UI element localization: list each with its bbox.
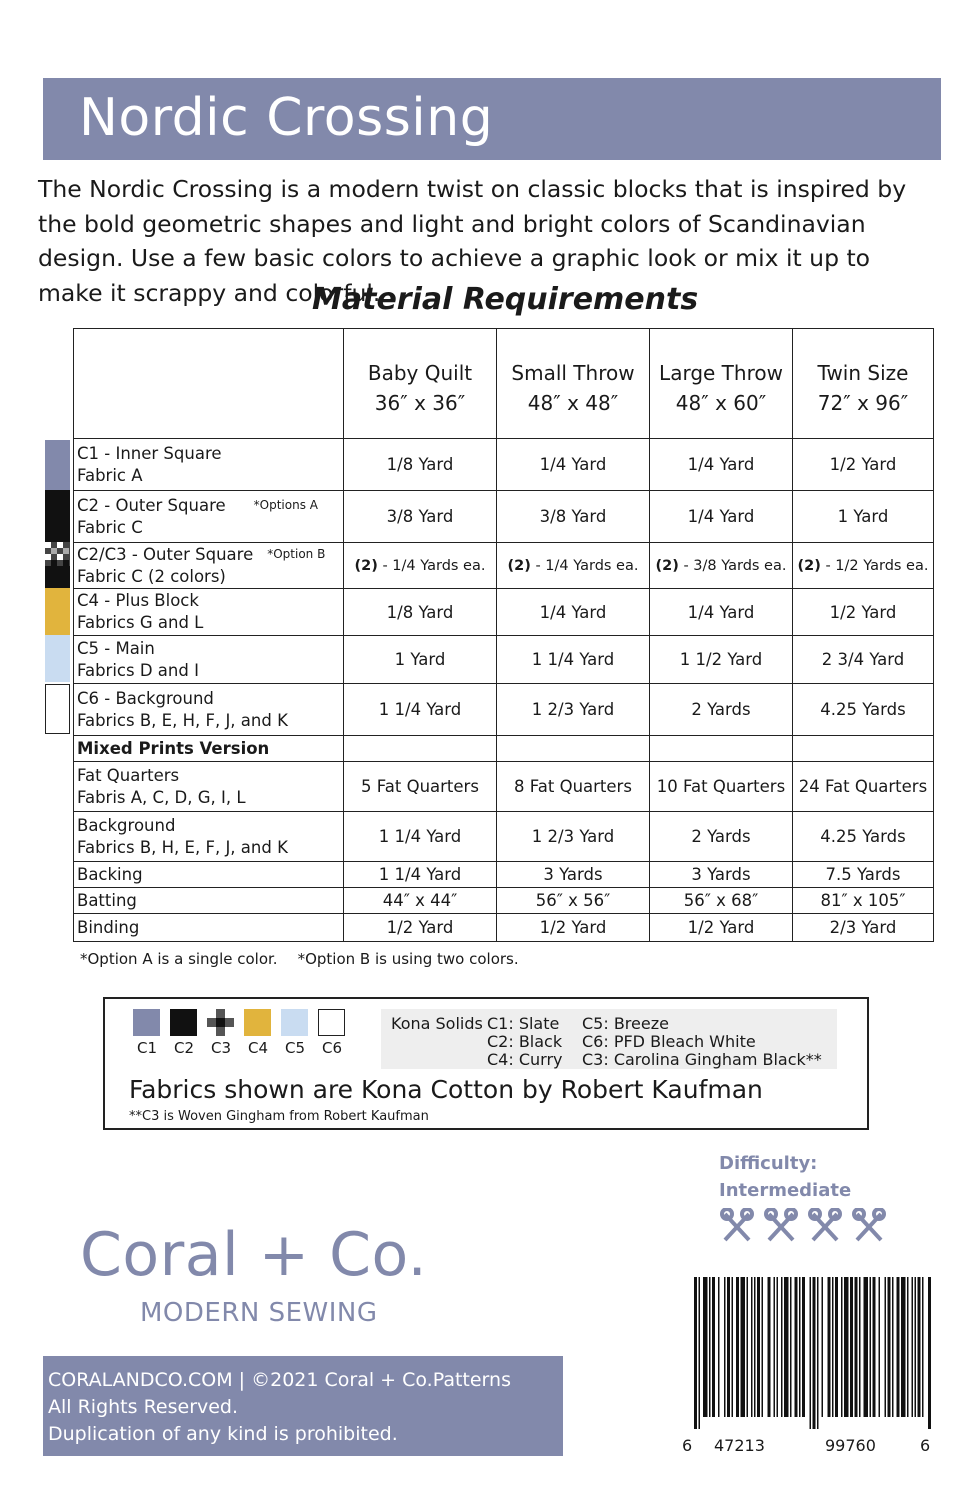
barcode-bar <box>781 1277 783 1417</box>
barcode-bar <box>751 1277 753 1417</box>
row-label: C2 - Outer Square *Options A Fabric C <box>74 491 344 543</box>
barcode-bar <box>892 1277 894 1417</box>
barcode-bar <box>864 1277 869 1417</box>
table-cell: 44″ x 44″ <box>344 888 497 914</box>
barcode-bar <box>777 1277 779 1417</box>
title-bar <box>43 78 941 160</box>
table-cell: 1 1/2 Yard <box>650 636 793 684</box>
barcode-digits: 47213 <box>714 1436 765 1455</box>
material-requirements-table <box>73 328 934 942</box>
swatch-c5 <box>45 635 70 682</box>
table-cell: 56″ x 56″ <box>497 888 650 914</box>
swatch-c6 <box>45 684 70 734</box>
barcode-bar <box>897 1277 900 1417</box>
material-requirements-heading: Material Requirements <box>312 282 699 317</box>
table-cell: (2) - 1/4 Yards ea. <box>344 543 497 589</box>
barcode-bar <box>879 1277 881 1417</box>
footnote-option-a: *Option A is a single color. <box>80 950 278 968</box>
kona-c4: C4: Curry <box>487 1050 563 1069</box>
fabric-legend <box>103 997 869 1130</box>
barcode-bar <box>859 1277 861 1417</box>
scissors-icon <box>719 1208 899 1248</box>
barcode-bar <box>727 1277 730 1417</box>
footer-bar <box>43 1356 563 1456</box>
barcode-bar <box>835 1277 838 1417</box>
barcode-bar <box>703 1277 708 1417</box>
table-cell: 56″ x 68″ <box>650 888 793 914</box>
table-cell: 1 2/3 Yard <box>497 812 650 862</box>
table-cell: 1 1/4 Yard <box>344 862 497 888</box>
chip-label: C6 <box>321 1039 343 1057</box>
barcode-bar <box>799 1277 801 1417</box>
chip-label: C3 <box>210 1039 232 1057</box>
difficulty-label <box>719 1150 851 1204</box>
table-cell: (2) - 1/4 Yards ea. <box>497 543 650 589</box>
barcode-bar <box>813 1277 816 1429</box>
barcode-bar <box>724 1277 726 1417</box>
table-footnotes <box>80 950 519 968</box>
row-label: C6 - Background Fabrics B, E, H, F, J, and K <box>74 684 344 736</box>
table-cell: 1 Yard <box>344 636 497 684</box>
table-cell: (2) - 1/2 Yards ea. <box>793 543 934 589</box>
brand-tagline: MODERN SEWING <box>140 1298 378 1328</box>
barcode-bar <box>841 1277 843 1417</box>
column-header: Small Throw 48″ x 48″ <box>497 329 650 439</box>
table-row <box>74 589 934 636</box>
table-cell: 1 2/3 Yard <box>497 684 650 736</box>
barcode-bar <box>795 1277 798 1417</box>
table-row <box>74 439 934 491</box>
chip-label: C5 <box>284 1039 306 1057</box>
barcode-bar <box>873 1277 876 1417</box>
barcode-bar <box>784 1277 789 1417</box>
table-cell: 2/3 Yard <box>793 914 934 942</box>
table-cell: 4.25 Yards <box>793 684 934 736</box>
table-cell-empty <box>650 736 793 762</box>
footnote-option-b: *Option B is using two colors. <box>297 950 519 968</box>
barcode-bar <box>699 1277 701 1429</box>
table-cell: 8 Fat Quarters <box>497 762 650 812</box>
kona-solids-list <box>381 1009 837 1069</box>
barcode-bar <box>694 1277 697 1429</box>
barcode-bar <box>757 1277 760 1417</box>
difficulty-rating <box>719 1208 899 1252</box>
chip-c6 <box>318 1009 345 1036</box>
swatch-c4 <box>45 588 70 635</box>
difficulty-heading: Difficulty: <box>719 1153 818 1174</box>
barcode <box>694 1277 934 1437</box>
barcode-bar <box>832 1277 834 1417</box>
table-cell: 2 Yards <box>650 684 793 736</box>
barcode-bar <box>922 1277 924 1417</box>
table-cell: 81″ x 105″ <box>793 888 934 914</box>
barcode-bar <box>907 1277 909 1417</box>
row-label: C4 - Plus Block Fabrics G and L <box>74 589 344 636</box>
brand-logo: Coral + Co. <box>80 1220 428 1290</box>
chip-label: C1 <box>136 1039 158 1057</box>
page-title: Nordic Crossing <box>79 88 494 148</box>
barcode-digits: 99760 <box>825 1436 876 1455</box>
footer-rights: All Rights Reserved. <box>48 1396 239 1418</box>
barcode-bar <box>928 1277 931 1429</box>
row-label: Backing <box>74 862 344 888</box>
kona-c1: C1: Slate <box>487 1014 560 1033</box>
table-row <box>74 636 934 684</box>
column-header: Large Throw 48″ x 60″ <box>650 329 793 439</box>
chip-c4 <box>244 1009 271 1036</box>
barcode-bar <box>754 1277 756 1417</box>
barcode-bar <box>741 1277 746 1417</box>
footer-duplication: Duplication of any kind is prohibited. <box>48 1423 398 1445</box>
barcode-bar <box>828 1277 831 1417</box>
row-label: Background Fabrics B, H, E, F, J, and K <box>74 812 344 862</box>
barcode-bar <box>802 1277 805 1417</box>
row-label: Fat Quarters Fabris A, C, D, G, I, L <box>74 762 344 812</box>
table-cell: 1/4 Yard <box>650 439 793 491</box>
gingham-icon <box>45 542 70 566</box>
barcode-bar <box>712 1277 715 1417</box>
chip-label: C4 <box>247 1039 269 1057</box>
kona-c6: C6: PFD Bleach White <box>582 1032 756 1051</box>
barcode-bar <box>912 1277 914 1417</box>
barcode-bar <box>885 1277 887 1417</box>
table-cell: 3 Yards <box>497 862 650 888</box>
swatch-c2 <box>45 490 70 542</box>
barcode-bar <box>817 1277 819 1429</box>
intro-paragraph: The Nordic Crossing is a modern twist on classic blocks that is inspired by the bold geometric shapes and light and bright colors of Scandinavian design. Use a few basic colors to achieve a graphic look or mix it up to make it scrappy and colorful. <box>38 175 907 307</box>
table-cell: 1 1/4 Yard <box>497 636 650 684</box>
table-cell: 1/2 Yard <box>344 914 497 942</box>
column-header: Baby Quilt 36″ x 36″ <box>344 329 497 439</box>
barcode-bar <box>768 1277 771 1417</box>
barcode-bar <box>718 1277 720 1417</box>
table-row <box>74 862 934 888</box>
barcode-digit: 6 <box>920 1436 931 1455</box>
table-cell: 1/2 Yard <box>497 914 650 942</box>
table-row <box>74 812 934 862</box>
kona-c2: C2: Black <box>487 1032 563 1051</box>
barcode-bar <box>774 1277 776 1417</box>
table-cell: 3/8 Yard <box>497 491 650 543</box>
table-cell: 1/8 Yard <box>344 589 497 636</box>
table-cell: 3 Yards <box>650 862 793 888</box>
barcode-digit: 6 <box>682 1436 693 1455</box>
table-header-row <box>74 329 934 439</box>
row-label: C5 - Main Fabrics D and I <box>74 636 344 684</box>
chip-c1 <box>133 1009 160 1036</box>
barcode-bar <box>844 1277 849 1417</box>
table-row <box>74 684 934 736</box>
table-cell: 2 3/4 Yard <box>793 636 934 684</box>
barcode-bar <box>870 1277 872 1417</box>
barcode-bar <box>736 1277 739 1417</box>
row-label: Batting <box>74 888 344 914</box>
table-cell: 7.5 Yards <box>793 862 934 888</box>
row-label: C1 - Inner Square Fabric A <box>74 439 344 491</box>
barcode-bar <box>918 1277 921 1417</box>
table-row <box>74 914 934 942</box>
table-row <box>74 762 934 812</box>
table-section-row <box>74 736 934 762</box>
table-cell: 1 Yard <box>793 491 934 543</box>
barcode-bar <box>747 1277 749 1417</box>
barcode-bar <box>855 1277 858 1417</box>
barcode-bar <box>790 1277 792 1417</box>
table-cell: 3/8 Yard <box>344 491 497 543</box>
barcode-bar <box>850 1277 853 1417</box>
row-label: Binding <box>74 914 344 942</box>
chip-c3 <box>207 1009 234 1036</box>
chip-c5 <box>281 1009 308 1036</box>
section-label: Mixed Prints Version <box>74 736 344 762</box>
barcode-bar <box>915 1277 917 1417</box>
table-cell: 1 1/4 Yard <box>344 812 497 862</box>
table-cell-empty <box>344 736 497 762</box>
table-cell: 1/2 Yard <box>650 914 793 942</box>
kona-label: Kona Solids <box>391 1014 483 1033</box>
table-cell: 5 Fat Quarters <box>344 762 497 812</box>
chip-c2 <box>170 1009 197 1036</box>
table-cell: 1/8 Yard <box>344 439 497 491</box>
gingham-icon <box>207 1009 234 1036</box>
table-row <box>74 491 934 543</box>
barcode-bar <box>888 1277 891 1417</box>
table-cell: 1/4 Yard <box>650 491 793 543</box>
kona-c3: C3: Carolina Gingham Black** <box>582 1050 822 1069</box>
table-cell: 10 Fat Quarters <box>650 762 793 812</box>
row-label: C2/C3 - Outer Square *Option B Fabric C (2 colors) <box>74 543 344 589</box>
column-header: Twin Size 72″ x 96″ <box>793 329 934 439</box>
table-row <box>74 888 934 914</box>
swatch-c2-c3 <box>45 542 70 588</box>
swatch-c1 <box>45 440 70 490</box>
gingham-note: **C3 is Woven Gingham from Robert Kaufman <box>129 1109 429 1124</box>
table-cell: 1/4 Yard <box>497 439 650 491</box>
footer-copyright: CORALANDCO.COM | ©2021 Coral + Co.Patterns <box>48 1369 511 1391</box>
barcode-bar <box>732 1277 734 1417</box>
table-row <box>74 543 934 589</box>
kona-c5: C5: Breeze <box>582 1014 669 1033</box>
barcode-bar <box>810 1277 812 1429</box>
barcode-bar <box>762 1277 764 1417</box>
chip-label: C2 <box>173 1039 195 1057</box>
difficulty-level: Intermediate <box>719 1180 852 1201</box>
table-cell-empty <box>497 736 650 762</box>
table-cell: (2) - 3/8 Yards ea. <box>650 543 793 589</box>
table-cell: 2 Yards <box>650 812 793 862</box>
table-cell: 1/2 Yard <box>793 439 934 491</box>
table-cell: 1/2 Yard <box>793 589 934 636</box>
table-cell: 1 1/4 Yard <box>344 684 497 736</box>
barcode-bar <box>709 1277 711 1417</box>
table-cell: 1/4 Yard <box>497 589 650 636</box>
fabrics-shown-line: Fabrics shown are Kona Cotton by Robert Kaufman <box>129 1075 763 1104</box>
barcode-bar <box>822 1277 824 1417</box>
header-empty-cell <box>74 329 344 439</box>
barcode-bar <box>901 1277 906 1417</box>
table-cell: 1/4 Yard <box>650 589 793 636</box>
table-cell: 24 Fat Quarters <box>793 762 934 812</box>
table-cell: 4.25 Yards <box>793 812 934 862</box>
table-cell-empty <box>793 736 934 762</box>
